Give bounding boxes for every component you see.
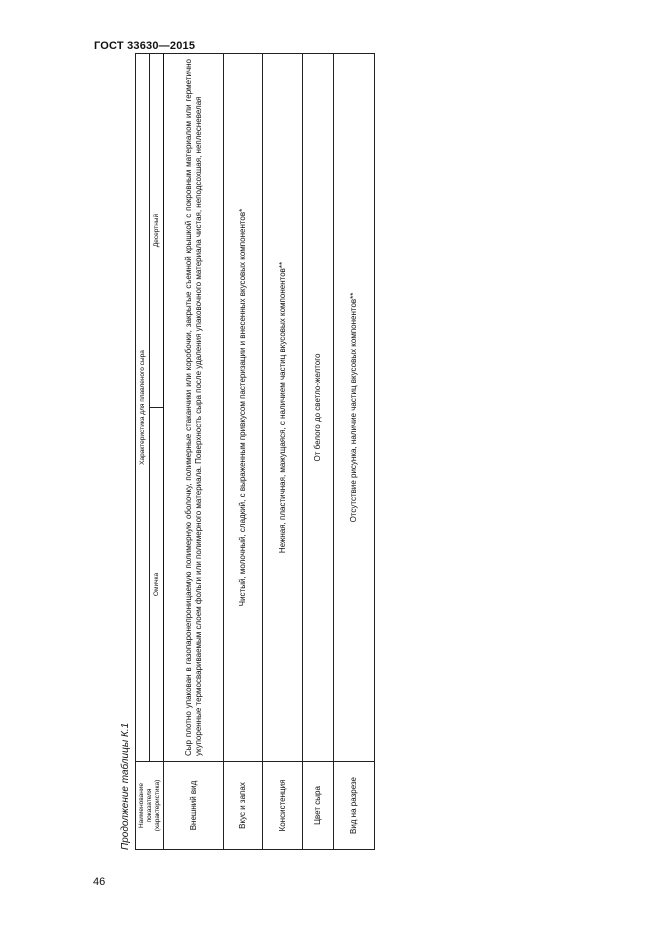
row-value: Сыр плотно упакован в газопаронепроницаемую полимерную оболочку, полимерные стаканчики или коробочки, закрытые съемной крышкой с покровным материалом или герметично укупоренные термосвариваемым слоем фольги или полимерного материала. Поверхность сыра после удаления упаковочного материала чистая, неподсохшая, неплесневелая bbox=[164, 54, 224, 762]
row-value: Нежная, пластичная, мажущаяся, с наличием частиц вкусовых компонентов** bbox=[263, 54, 303, 762]
row-name: Внешний вид bbox=[164, 762, 224, 850]
row-value: Чистый, молочный, сладкий, с выраженным привкусом пастеризации и внесенных вкусовых компонентов* bbox=[224, 54, 263, 762]
standard-code: ГОСТ 33630—2015 bbox=[94, 40, 196, 52]
table-row bbox=[224, 54, 263, 850]
row-value: От белого до светло-желтого bbox=[303, 54, 334, 762]
row-name: Консистенция bbox=[263, 762, 303, 850]
page-number: 46 bbox=[93, 876, 106, 888]
table-header-row-2 bbox=[150, 54, 164, 850]
table-header-row-1 bbox=[136, 54, 150, 850]
row-value: Отсутствие рисунка, наличие частиц вкусовых компонентов** bbox=[334, 54, 375, 762]
column-header-desertny: Десертный bbox=[150, 54, 164, 408]
row-name: Вид на разрезе bbox=[334, 762, 375, 850]
column-header-omichka: Омичка bbox=[150, 408, 164, 762]
column-header-group: Характеристика для плавленого сыра bbox=[136, 54, 150, 762]
table-row bbox=[334, 54, 375, 850]
table-row bbox=[164, 54, 224, 850]
column-header-indicator: Наименование показателя (характеристика) bbox=[136, 762, 164, 850]
table-caption: Продолжение таблицы К.1 bbox=[120, 722, 131, 850]
table-row bbox=[303, 54, 334, 850]
table-row bbox=[263, 54, 303, 850]
row-name: Вкус и запах bbox=[224, 762, 263, 850]
characteristics-table bbox=[135, 53, 375, 850]
row-name: Цвет сыра bbox=[303, 762, 334, 850]
rotated-table-page bbox=[120, 54, 382, 850]
